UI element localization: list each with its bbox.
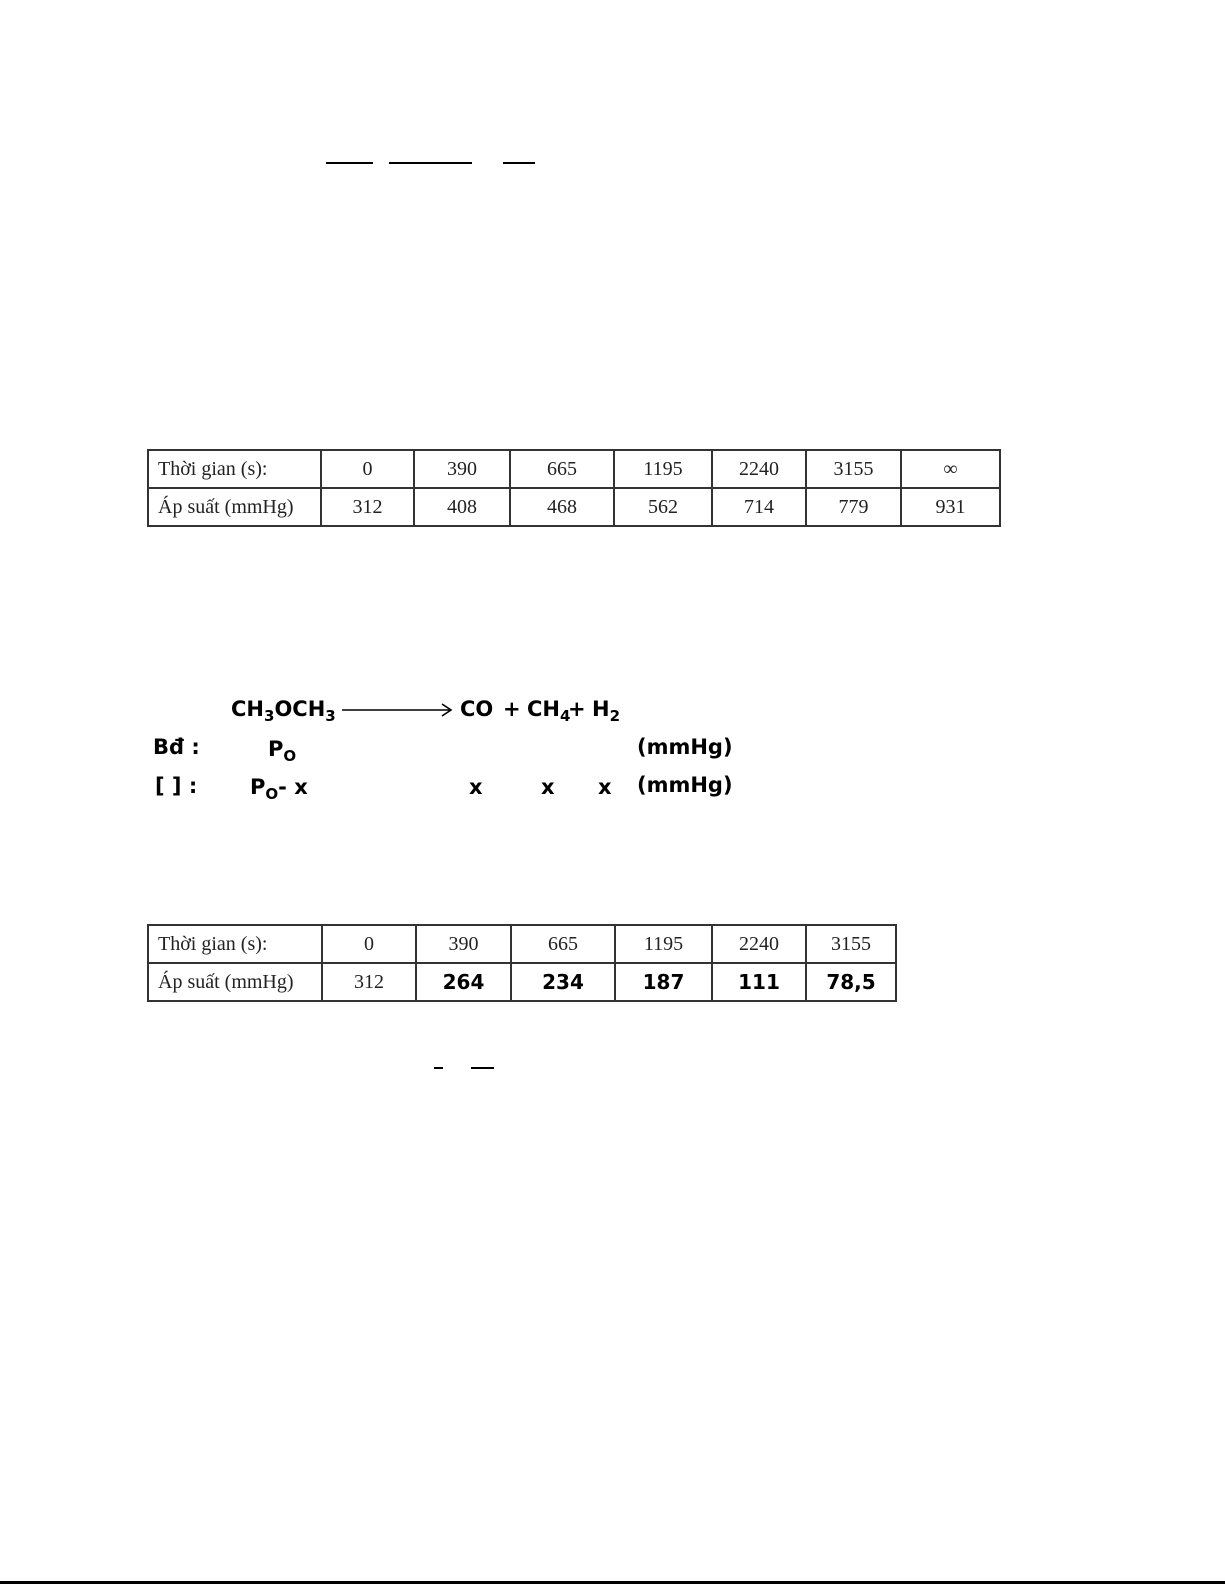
fraction-bar-fragment-2 (389, 162, 472, 164)
product-co: CO (460, 697, 494, 721)
table-cell: 1195 (614, 450, 712, 488)
page-bottom-rule (0, 1581, 1225, 1584)
initial-pressure: $P_O$ (268, 737, 297, 765)
table-row (148, 963, 896, 1001)
fraction-bar-fragment-1 (326, 162, 373, 164)
table-row (148, 488, 1000, 526)
equilibrium-row-label: [ ] : (155, 774, 198, 798)
table-cell: 1195 (615, 925, 712, 963)
table-header-cell: Áp suất (mmHg) (148, 488, 321, 526)
table-cell: 111 (712, 963, 806, 1001)
table-cell: 714 (712, 488, 806, 526)
plus-sign: + (503, 697, 521, 721)
table-cell: 665 (510, 450, 614, 488)
table-cell: 187 (615, 963, 712, 1001)
table-cell: 264 (416, 963, 511, 1001)
table-row (148, 925, 896, 963)
table-cell: 3155 (806, 450, 901, 488)
table-cell: 390 (416, 925, 511, 963)
reactant-formula: $CH_3OCH_3$ (231, 697, 336, 725)
plus-sign: + (568, 697, 586, 721)
table-cell: 468 (510, 488, 614, 526)
table-cell: 408 (414, 488, 510, 526)
fraction-bar-fragment-4 (434, 1067, 443, 1069)
table-cell: ∞ (901, 450, 1000, 488)
table-cell: 931 (901, 488, 1000, 526)
table-cell: 779 (806, 488, 901, 526)
table-cell: 234 (511, 963, 615, 1001)
table-cell: 78,5 (806, 963, 896, 1001)
equilibrium-x-h2: x (598, 775, 612, 799)
table-cell: 562 (614, 488, 712, 526)
table-cell: 390 (414, 450, 510, 488)
table-cell: 2240 (712, 925, 806, 963)
initial-unit: (mmHg) (637, 735, 733, 759)
table-cell: 312 (322, 963, 416, 1001)
table-cell: 312 (321, 488, 414, 526)
table-header-cell: Áp suất (mmHg) (148, 963, 322, 1001)
product-h2: $H_2$ (592, 697, 621, 725)
table-cell: 2240 (712, 450, 806, 488)
table-header-cell: Thời gian (s): (148, 925, 322, 963)
table-cell: 3155 (806, 925, 896, 963)
table-row (148, 450, 1000, 488)
pressure-table-1 (147, 449, 1001, 527)
table-cell: 0 (321, 450, 414, 488)
table-cell: 665 (511, 925, 615, 963)
fraction-bar-fragment-3 (503, 162, 535, 164)
equilibrium-x-co: x (469, 775, 483, 799)
fraction-bar-fragment-5 (471, 1067, 494, 1069)
equilibrium-pressure: $P_O-$ x (250, 775, 308, 803)
initial-row-label: Bđ : (153, 735, 200, 759)
table-header-cell: Thời gian (s): (148, 450, 321, 488)
reaction-arrow-icon (342, 702, 454, 718)
pressure-table-2 (147, 924, 897, 1002)
equilibrium-unit: (mmHg) (637, 773, 733, 797)
table-cell: 0 (322, 925, 416, 963)
equilibrium-x-ch4: x (541, 775, 555, 799)
product-ch4: $CH_4$ (527, 697, 571, 725)
